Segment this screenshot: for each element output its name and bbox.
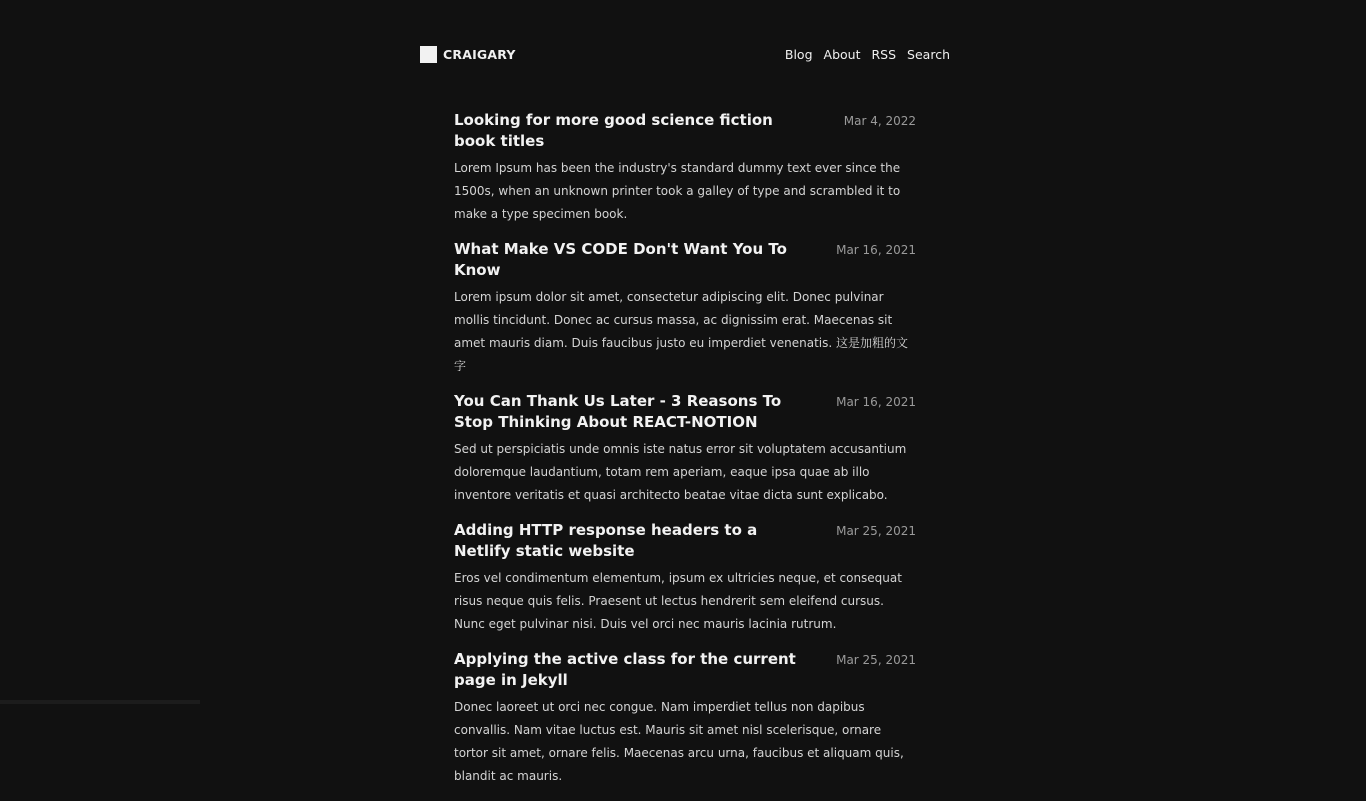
nav-rss-link[interactable]: RSS (871, 46, 897, 62)
post-date: Mar 25, 2021 (836, 653, 916, 667)
post-excerpt: Lorem ipsum dolor sit amet, consectetur adipiscing elit. Donec pulvinar mollis tincidunt. Donec ac cursus massa, ac dignissim erat. Maecenas sit amet mauris diam. Duis faucibus justo eu imperdiet venenatis. 这是加粗的文字 (454, 290, 909, 373)
bottom-scroll-indicator (0, 700, 200, 704)
post-excerpt: Sed ut perspiciatis unde omnis iste natus error sit voluptatem accusantium doloremque laudantium, totam rem aperiam, eaque ipsa quae ab illo inventore veritatis et quasi architecto beatae vitae dicta sunt explicabo. (454, 442, 907, 502)
post-title[interactable]: Adding HTTP response headers to a Netlify static website (454, 521, 758, 560)
post-list (454, 110, 916, 801)
brand[interactable] (420, 46, 516, 63)
post-excerpt: Lorem Ipsum has been the industry's standard dummy text ever since the 1500s, when an unknown printer took a galley of type and scrambled it to make a type specimen book. (454, 161, 901, 221)
post-title[interactable]: What Make VS CODE Don't Want You To Know (454, 240, 787, 279)
top-nav (420, 44, 950, 64)
nav-blog-link[interactable]: Blog (784, 46, 813, 62)
post-title[interactable]: Looking for more good science fiction book titles (454, 111, 773, 150)
post-title[interactable]: Applying the active class for the current page in Jekyll (454, 650, 796, 689)
post-excerpt: Donec laoreet ut orci nec congue. Nam imperdiet tellus non dapibus convallis. Nam vitae luctus est. Mauris sit amet nisl scelerisque, ornare tortor sit amet, ornare felis. Maecenas arcu urna, faucibus et aliquam quis, blandit ac mauris. (454, 700, 904, 783)
nav-about-link[interactable]: About (823, 46, 861, 62)
post-item (454, 520, 916, 636)
post-title[interactable]: You Can Thank Us Later - 3 Reasons To Stop Thinking About REACT-NOTION (454, 392, 782, 431)
post-date: Mar 4, 2022 (843, 114, 916, 128)
post-item (454, 649, 916, 788)
post-date: Mar 16, 2021 (836, 243, 916, 257)
post-date: Mar 16, 2021 (836, 395, 916, 409)
post-date: Mar 25, 2021 (836, 524, 916, 538)
nav-search-link[interactable]: Search (907, 46, 950, 62)
post-item (454, 391, 916, 507)
post-item (454, 110, 916, 226)
logo-icon (420, 46, 437, 63)
nav-links (785, 47, 950, 62)
site-name[interactable]: CRAIGARY (443, 46, 516, 62)
post-excerpt: Eros vel condimentum elementum, ipsum ex ultricies neque, et consequat risus neque quis felis. Praesent ut lectus hendrerit sem eleifend cursus. Nunc eget pulvinar nisi. Duis vel orci nec mauris lacinia rutrum. (454, 571, 902, 631)
post-item (454, 239, 916, 378)
